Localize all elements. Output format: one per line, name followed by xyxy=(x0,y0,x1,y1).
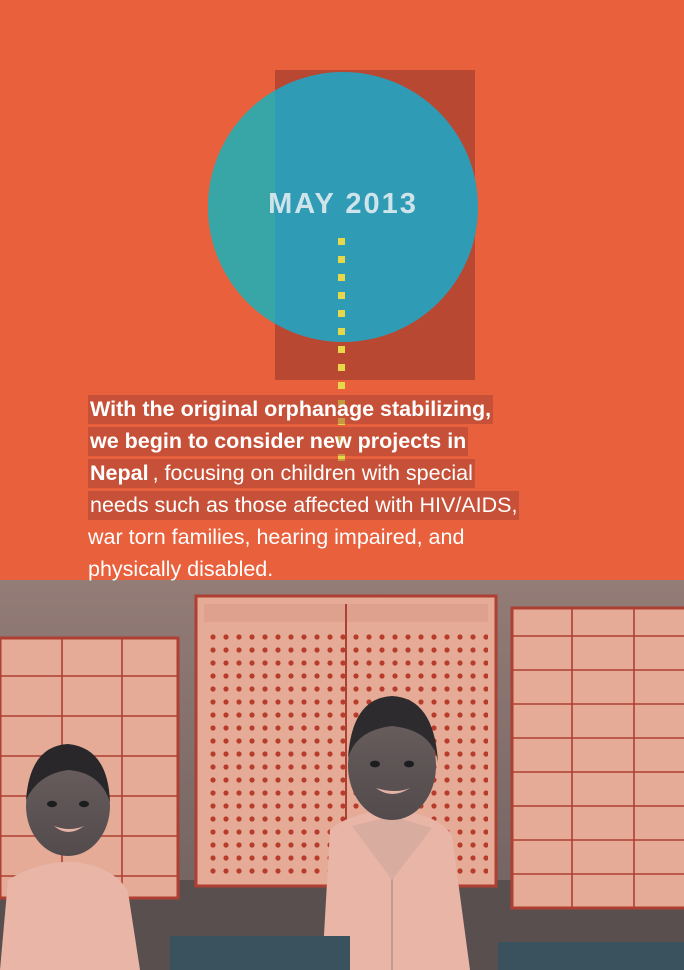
body-line-3 xyxy=(88,457,618,489)
body-line-3-keyword: Nepal xyxy=(88,459,151,488)
photo-color-tint xyxy=(0,580,684,970)
body-line-5 xyxy=(88,521,618,553)
classroom-photo xyxy=(0,580,684,970)
body-line-3-tail: , focusing on children with special xyxy=(151,459,475,488)
body-paragraph xyxy=(88,393,618,585)
date-label: MAY 2013 xyxy=(268,188,418,220)
body-line-4 xyxy=(88,489,618,521)
timeline-dot xyxy=(338,238,345,245)
timeline-dot xyxy=(338,328,345,335)
body-line-4-text: needs such as those affected with HIV/AIDS, xyxy=(88,491,519,520)
timeline-dot xyxy=(338,382,345,389)
timeline-dot xyxy=(338,274,345,281)
timeline-dot xyxy=(338,364,345,371)
timeline-dot xyxy=(338,310,345,317)
timeline-dot xyxy=(338,346,345,353)
body-line-2 xyxy=(88,425,618,457)
timeline-dot xyxy=(338,256,345,263)
body-line-2-text: we begin to consider new projects in xyxy=(88,427,468,456)
body-line-1 xyxy=(88,393,618,425)
body-line-1-text: With the original orphanage stabilizing, xyxy=(88,395,493,424)
body-line-5-text: war torn families, hearing impaired, and xyxy=(88,525,465,549)
body-line-6-text: physically disabled. xyxy=(88,557,274,581)
body-line-6 xyxy=(88,553,618,585)
timeline-dot xyxy=(338,292,345,299)
